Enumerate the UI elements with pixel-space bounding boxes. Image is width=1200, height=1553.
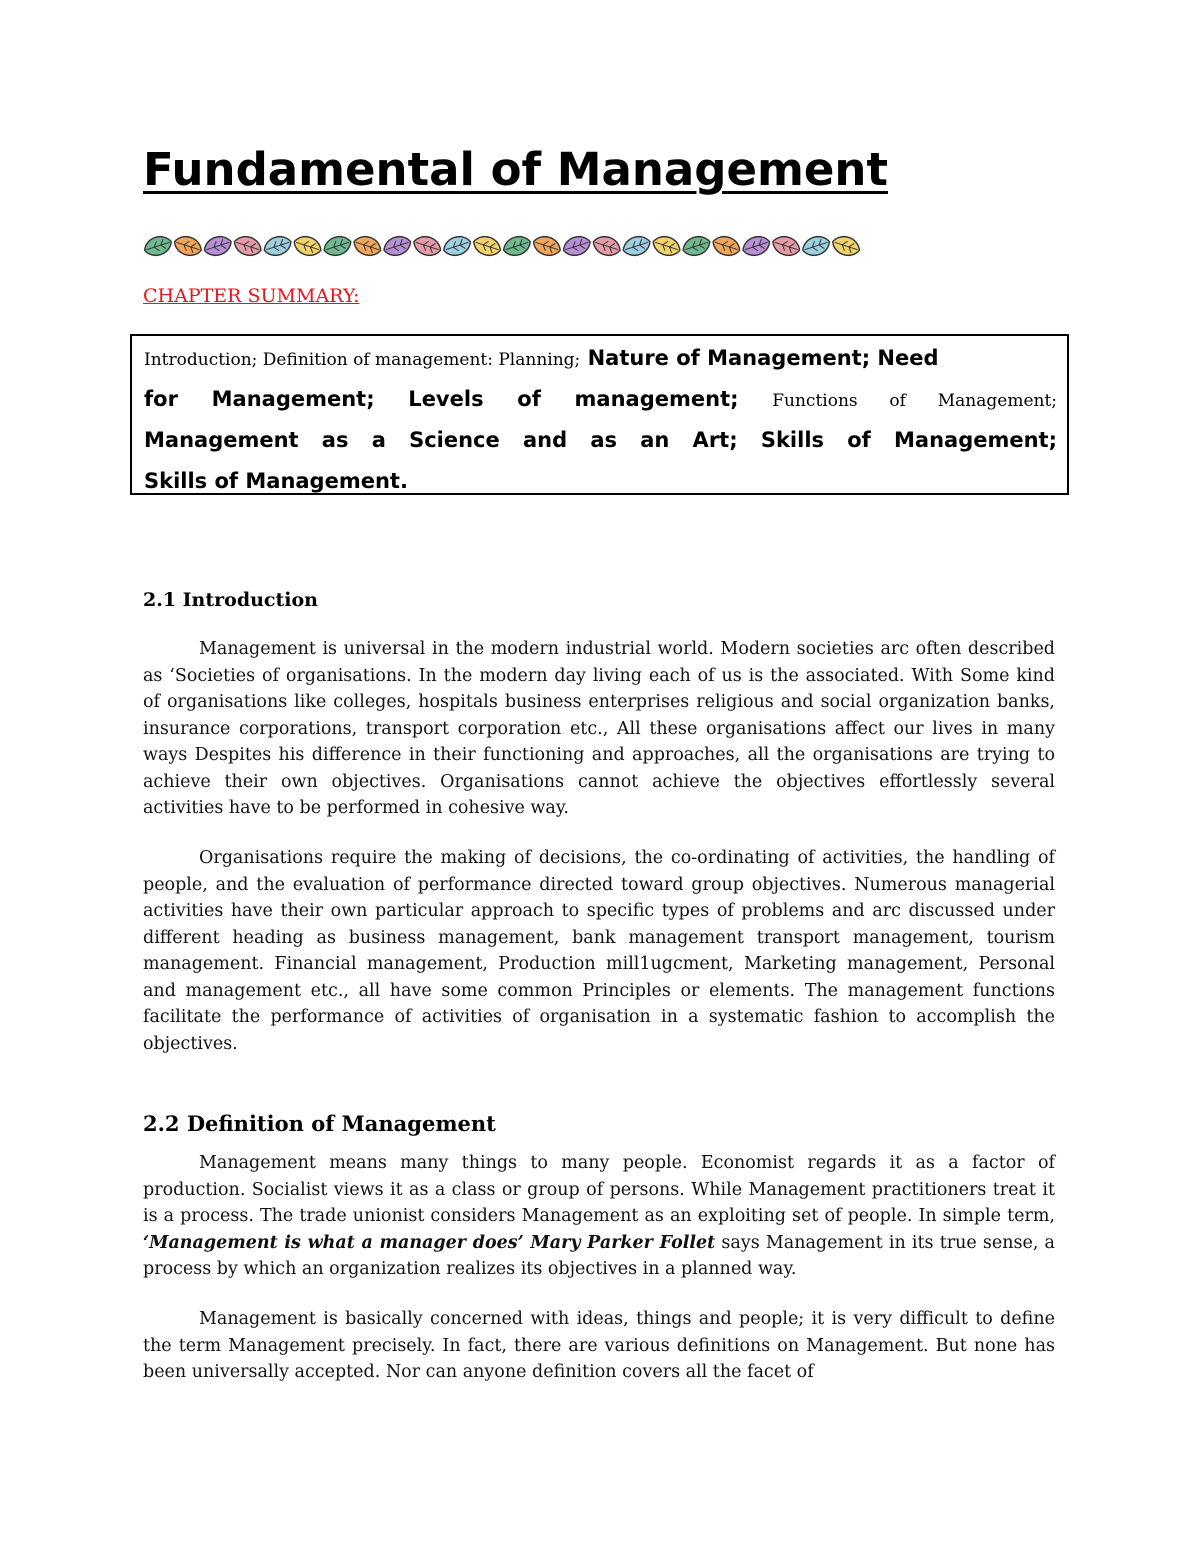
chapter-summary-box [130, 334, 1069, 495]
leaf-icon [650, 233, 682, 259]
leaf-icon [232, 233, 264, 259]
leaf-icon [621, 233, 653, 259]
summary-text: Functions of Management; [772, 391, 1058, 411]
leaf-icon [770, 233, 802, 259]
leaf-icon [411, 233, 443, 259]
summary-line-4: Skills of Management. [144, 469, 408, 493]
section-heading-introduction: 2.1 Introduction [143, 589, 318, 611]
leaf-icon [830, 233, 862, 259]
leaf-icon [202, 233, 234, 259]
paragraph-text: says Management in its true sense, a process by which an organization realizes its objectives in a planned way. [143, 1232, 1055, 1279]
leaf-icon [680, 233, 712, 259]
paragraph-text: Management means many things to many people. Economist regards it as a factor of production. Socialist views it as a class or group of persons. While Management practitioners treat it is a process. The trade unionist considers Management as an exploiting set of people. In simple term, [143, 1153, 1055, 1226]
leaf-icon [351, 233, 383, 259]
summary-line-1 [144, 338, 1057, 381]
leaf-icon [591, 233, 623, 259]
leaf-icon [561, 233, 593, 259]
document-title: Fundamental of Management [143, 143, 888, 196]
leaf-icon [381, 233, 413, 259]
leaf-icon [471, 233, 503, 259]
leaf-border-decoration [143, 229, 863, 263]
leaf-icon [291, 233, 323, 259]
definition-paragraph-1 [143, 1150, 1055, 1283]
chapter-summary-label: CHAPTER SUMMARY: [143, 285, 360, 307]
leaf-icon [800, 233, 832, 259]
leaf-icon [262, 233, 294, 259]
introduction-paragraph-1: Management is universal in the modern industrial world. Modern societies arc often described as ‘Societies of organisations. In the modern day living each of us is the associated. With Some kind of organisations like colleges, hospitals business enterprises religious and social organization banks, insurance corporations, transport corporation etc., All these organisations affect our lives in many ways Despites his difference in their functioning and approaches, all the organisations are trying to achieve their own objectives. Organisations cannot achieve the objectives effortlessly several activities have to be performed in cohesive way. [143, 639, 1055, 818]
leaf-icon [531, 233, 563, 259]
section-heading-definition: 2.2 Definition of Management [143, 1111, 496, 1136]
definition-paragraph-2: Management is basically concerned with ideas, things and people; it is very difficult to define the term Management precisely. In fact, there are various definitions on Management. But none has been universally accepted. Nor can anyone definition covers all the facet of [143, 1309, 1055, 1382]
leaf-icon [441, 233, 473, 259]
introduction-paragraph-2: Organisations require the making of decisions, the co-ordinating of activities, the handling of people, and the evaluation of performance directed toward group objectives. Numerous managerial activities have their own particular approach to specific types of problems and arc discussed under different heading as business management, bank management transport management, tourism management. Financial management, Production mill1ugcment, Marketing management, Personal and management etc., all have some common Principles or elements. The management functions facilitate the performance of activities of organisation in a systematic fashion to accomplish the objectives. [143, 848, 1055, 1054]
summary-text: for Management; Levels of management; [144, 387, 739, 411]
leaf-icon [172, 233, 204, 259]
leaf-icon [740, 233, 772, 259]
summary-text: Introduction; Definition of management: Planning; [144, 350, 581, 370]
summary-line-2 [144, 379, 1057, 422]
leaf-icon [143, 233, 174, 259]
leaf-icon [710, 233, 742, 259]
follet-quote: ‘Management is what a manager does’ Mary Parker Follet [143, 1232, 716, 1253]
leaf-icon [321, 233, 353, 259]
summary-text: Nature of Management; Need [587, 346, 939, 370]
summary-line-3: Management as a Science and as an Art; Skills of Management; [144, 428, 1057, 452]
leaf-icon [501, 233, 533, 259]
